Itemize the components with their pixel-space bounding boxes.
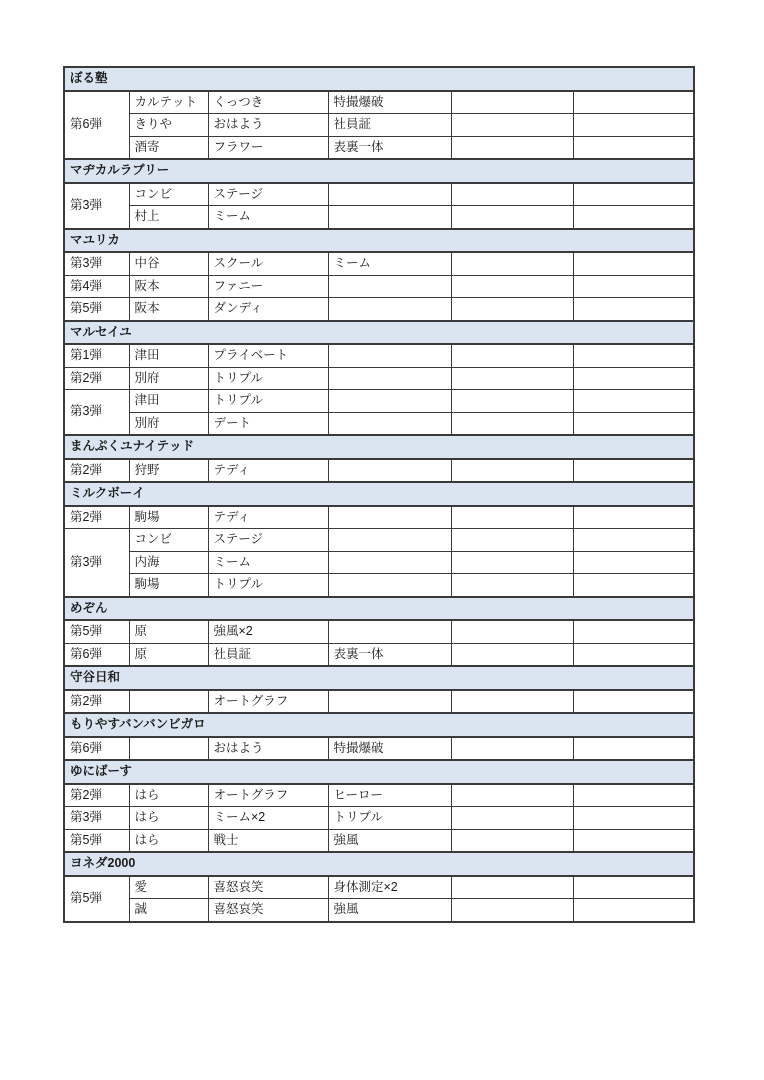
data-row (64, 829, 694, 852)
group-header-row (64, 760, 694, 784)
group-header-row (64, 597, 694, 621)
empty-cell (573, 206, 694, 229)
group-title: 守谷日和 (64, 666, 694, 690)
empty-cell (573, 344, 694, 367)
name-cell: 愛 (129, 876, 208, 899)
empty-cell (451, 574, 573, 597)
data-row (64, 551, 694, 574)
work2-cell (328, 574, 451, 597)
work2-cell: ミーム (328, 252, 451, 275)
group-header-row (64, 159, 694, 183)
edition-cell: 第3弾 (64, 252, 129, 275)
name-cell: はら (129, 807, 208, 830)
data-row (64, 412, 694, 435)
edition-cell: 第2弾 (64, 690, 129, 714)
work2-cell: 身体測定×2 (328, 876, 451, 899)
group-title: もりやすバンバンビガロ (64, 713, 694, 737)
work1-cell: 強風×2 (208, 620, 328, 643)
edition-cell: 第3弾 (64, 390, 129, 436)
work2-cell (328, 275, 451, 298)
group-header-row (64, 482, 694, 506)
name-cell: 別府 (129, 367, 208, 390)
work1-cell: 喜怒哀笑 (208, 899, 328, 922)
work1-cell: ミーム (208, 551, 328, 574)
group-title: ヨネダ2000 (64, 852, 694, 876)
edition-cell: 第6弾 (64, 643, 129, 666)
empty-cell (573, 367, 694, 390)
empty-cell (573, 506, 694, 529)
edition-cell: 第5弾 (64, 876, 129, 922)
name-cell: 原 (129, 620, 208, 643)
work1-cell: トリプル (208, 574, 328, 597)
name-cell: 津田 (129, 390, 208, 413)
empty-cell (451, 390, 573, 413)
data-row (64, 807, 694, 830)
data-row (64, 252, 694, 275)
empty-cell (573, 737, 694, 761)
edition-cell: 第5弾 (64, 620, 129, 643)
name-cell: カルテット (129, 91, 208, 114)
table-body (64, 67, 694, 922)
data-row (64, 459, 694, 483)
edition-cell: 第2弾 (64, 459, 129, 483)
empty-cell (451, 620, 573, 643)
data-row (64, 506, 694, 529)
empty-cell (451, 737, 573, 761)
work2-cell (328, 690, 451, 714)
empty-cell (573, 829, 694, 852)
empty-cell (451, 807, 573, 830)
empty-cell (573, 529, 694, 552)
work1-cell: スクール (208, 252, 328, 275)
edition-cell: 第4弾 (64, 275, 129, 298)
name-cell: 駒場 (129, 574, 208, 597)
edition-cell: 第2弾 (64, 784, 129, 807)
empty-cell (451, 690, 573, 714)
empty-cell (573, 643, 694, 666)
name-cell: コンビ (129, 183, 208, 206)
edition-cell: 第5弾 (64, 829, 129, 852)
work2-cell (328, 529, 451, 552)
data-row (64, 298, 694, 321)
name-cell: 中谷 (129, 252, 208, 275)
name-cell (129, 737, 208, 761)
empty-cell (451, 298, 573, 321)
group-title: マユリカ (64, 229, 694, 253)
work1-cell: おはよう (208, 737, 328, 761)
empty-cell (451, 643, 573, 666)
edition-cell: 第6弾 (64, 737, 129, 761)
work2-cell: 社員証 (328, 114, 451, 137)
empty-cell (451, 252, 573, 275)
work2-cell (328, 344, 451, 367)
empty-cell (451, 275, 573, 298)
empty-cell (451, 876, 573, 899)
work1-cell: オートグラフ (208, 690, 328, 714)
work1-cell: トリプル (208, 367, 328, 390)
empty-cell (573, 275, 694, 298)
name-cell: 津田 (129, 344, 208, 367)
empty-cell (451, 899, 573, 922)
group-title: まんぷくユナイテッド (64, 435, 694, 459)
work2-cell (328, 459, 451, 483)
empty-cell (451, 506, 573, 529)
empty-cell (451, 529, 573, 552)
group-title: ぼる塾 (64, 67, 694, 91)
work1-cell: フラワー (208, 136, 328, 159)
empty-cell (573, 298, 694, 321)
name-cell: 駒場 (129, 506, 208, 529)
work2-cell: トリプル (328, 807, 451, 830)
empty-cell (573, 807, 694, 830)
work1-cell: オートグラフ (208, 784, 328, 807)
work1-cell: 喜怒哀笑 (208, 876, 328, 899)
edition-cell: 第3弾 (64, 807, 129, 830)
group-header-row (64, 321, 694, 345)
name-cell: 阪本 (129, 275, 208, 298)
edition-cell: 第1弾 (64, 344, 129, 367)
work1-cell: ステージ (208, 183, 328, 206)
group-header-row (64, 852, 694, 876)
data-row (64, 136, 694, 159)
work2-cell: 強風 (328, 829, 451, 852)
work2-cell (328, 298, 451, 321)
data-row (64, 183, 694, 206)
work1-cell: 戦士 (208, 829, 328, 852)
data-row (64, 620, 694, 643)
work1-cell: くっつき (208, 91, 328, 114)
empty-cell (451, 367, 573, 390)
empty-cell (573, 136, 694, 159)
empty-cell (451, 114, 573, 137)
work1-cell: テディ (208, 459, 328, 483)
combi-record-table (63, 66, 695, 923)
data-row (64, 737, 694, 761)
work2-cell: 表裏一体 (328, 643, 451, 666)
data-row (64, 784, 694, 807)
empty-cell (451, 412, 573, 435)
empty-cell (573, 114, 694, 137)
name-cell: きりや (129, 114, 208, 137)
empty-cell (451, 459, 573, 483)
data-row (64, 91, 694, 114)
name-cell: 村上 (129, 206, 208, 229)
edition-cell: 第6弾 (64, 91, 129, 160)
empty-cell (573, 690, 694, 714)
empty-cell (451, 91, 573, 114)
edition-cell: 第2弾 (64, 367, 129, 390)
empty-cell (573, 412, 694, 435)
data-row (64, 344, 694, 367)
name-cell: はら (129, 829, 208, 852)
work2-cell (328, 412, 451, 435)
work1-cell: おはよう (208, 114, 328, 137)
empty-cell (451, 183, 573, 206)
group-header-row (64, 229, 694, 253)
work1-cell: 社員証 (208, 643, 328, 666)
name-cell: 阪本 (129, 298, 208, 321)
work2-cell (328, 183, 451, 206)
work2-cell (328, 206, 451, 229)
data-row (64, 876, 694, 899)
data-row (64, 114, 694, 137)
name-cell: 誠 (129, 899, 208, 922)
empty-cell (573, 459, 694, 483)
work2-cell: ヒーロー (328, 784, 451, 807)
empty-cell (451, 829, 573, 852)
data-row (64, 899, 694, 922)
empty-cell (573, 252, 694, 275)
work1-cell: プライベート (208, 344, 328, 367)
empty-cell (573, 91, 694, 114)
group-title: めぞん (64, 597, 694, 621)
data-row (64, 529, 694, 552)
work2-cell (328, 551, 451, 574)
name-cell: 狩野 (129, 459, 208, 483)
empty-cell (451, 136, 573, 159)
group-title: マルセイユ (64, 321, 694, 345)
group-title: マヂカルラブリー (64, 159, 694, 183)
work1-cell: テディ (208, 506, 328, 529)
name-cell: 内海 (129, 551, 208, 574)
data-row (64, 390, 694, 413)
work1-cell: ミーム×2 (208, 807, 328, 830)
edition-cell: 第2弾 (64, 506, 129, 529)
work1-cell: トリプル (208, 390, 328, 413)
work2-cell (328, 390, 451, 413)
data-row (64, 574, 694, 597)
work2-cell: 強風 (328, 899, 451, 922)
edition-cell: 第3弾 (64, 529, 129, 597)
empty-cell (573, 876, 694, 899)
empty-cell (573, 784, 694, 807)
group-header-row (64, 666, 694, 690)
work2-cell (328, 506, 451, 529)
data-row (64, 690, 694, 714)
empty-cell (573, 899, 694, 922)
empty-cell (573, 390, 694, 413)
edition-cell: 第3弾 (64, 183, 129, 229)
data-row (64, 367, 694, 390)
name-cell: 別府 (129, 412, 208, 435)
empty-cell (573, 574, 694, 597)
name-cell: 酒寄 (129, 136, 208, 159)
work2-cell: 特撮爆破 (328, 737, 451, 761)
empty-cell (573, 551, 694, 574)
work1-cell: デート (208, 412, 328, 435)
empty-cell (451, 344, 573, 367)
data-row (64, 206, 694, 229)
work1-cell: ステージ (208, 529, 328, 552)
empty-cell (573, 620, 694, 643)
work2-cell (328, 620, 451, 643)
name-cell: 原 (129, 643, 208, 666)
name-cell: はら (129, 784, 208, 807)
work2-cell: 特撮爆破 (328, 91, 451, 114)
empty-cell (451, 784, 573, 807)
empty-cell (573, 183, 694, 206)
data-row (64, 275, 694, 298)
work2-cell: 表裏一体 (328, 136, 451, 159)
edition-cell: 第5弾 (64, 298, 129, 321)
work1-cell: ファニー (208, 275, 328, 298)
group-header-row (64, 67, 694, 91)
group-title: ゆにばーす (64, 760, 694, 784)
work2-cell (328, 367, 451, 390)
group-header-row (64, 435, 694, 459)
group-title: ミルクボーイ (64, 482, 694, 506)
name-cell (129, 690, 208, 714)
empty-cell (451, 551, 573, 574)
name-cell: コンビ (129, 529, 208, 552)
data-row (64, 643, 694, 666)
work1-cell: ダンディ (208, 298, 328, 321)
work1-cell: ミーム (208, 206, 328, 229)
group-header-row (64, 713, 694, 737)
empty-cell (451, 206, 573, 229)
